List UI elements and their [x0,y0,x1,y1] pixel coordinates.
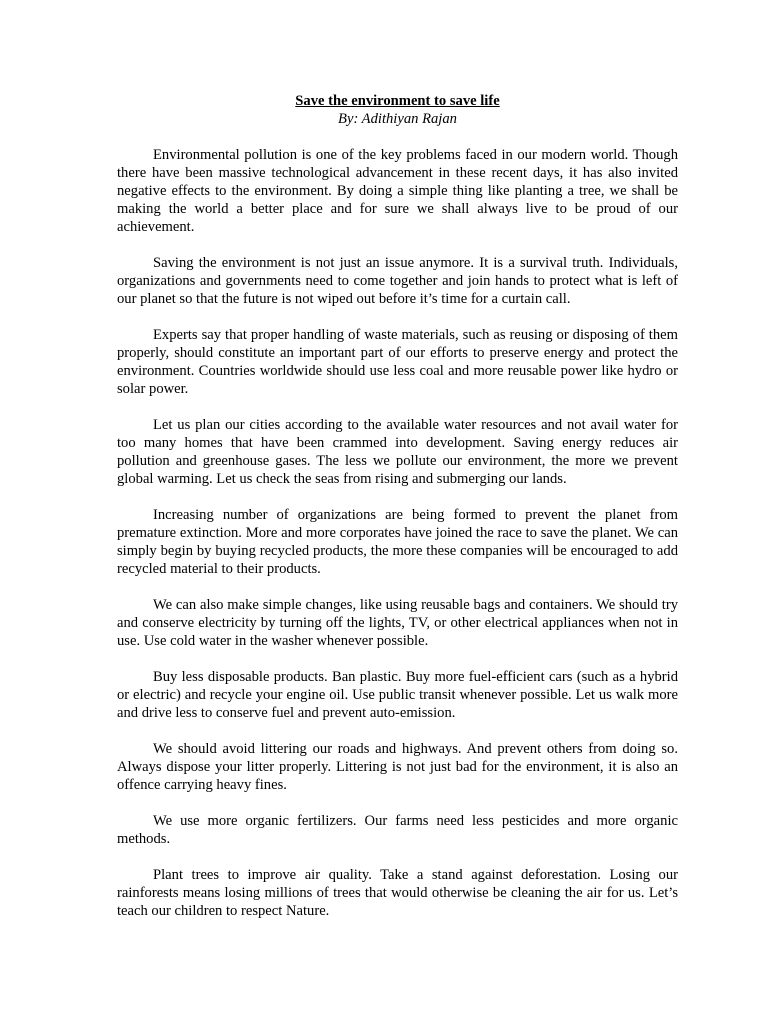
paragraph: We should avoid littering our roads and highways. And prevent others from doing so. Always dispose your litter properly. Littering is not just bad for the environment, it is also an offence carrying heavy fines. [117,741,678,793]
document-title: Save the environment to save life [295,93,500,109]
author-byline: By: Adithiyan Rajan [338,111,457,127]
paragraph: Experts say that proper handling of waste materials, such as reusing or disposing of them properly, should constitute an important part of our efforts to preserve energy and protect the environment. Countries worldwide should use less coal and more reusable power like hydro or solar power. [117,327,678,397]
paragraph: We use more organic fertilizers. Our farms need less pesticides and more organic methods. [117,813,678,847]
paragraph: Environmental pollution is one of the key problems faced in our modern world. Though there have been massive technological advancement in these recent days, it has also invited negative effects to the environment. By doing a simple thing like planting a tree, we shall be making the world a better place and for sure we shall always live to be proud of our achievement. [117,147,678,235]
paragraph: Buy less disposable products. Ban plastic. Buy more fuel-efficient cars (such as a hybrid or electric) and recycle your engine oil. Use public transit whenever possible. Let us walk more and drive less to conserve fuel and prevent auto-emission. [117,669,678,721]
paragraph: We can also make simple changes, like using reusable bags and containers. We should try and conserve electricity by turning off the lights, TV, or other electrical appliances when not in use. Use cold water in the washer whenever possible. [117,597,678,649]
document-page [117,92,678,938]
paragraph: Saving the environment is not just an issue anymore. It is a survival truth. Individuals, organizations and governments need to come together and join hands to protect what is left of our planet so that the future is not wiped out before it’s time for a curtain call. [117,255,678,307]
paragraph: Increasing number of organizations are being formed to prevent the planet from premature extinction. More and more corporates have joined the race to save the planet. We can simply begin by buying recycled products, the more these companies will be encouraged to add recycled material to their products. [117,507,678,577]
paragraph: Plant trees to improve air quality. Take a stand against deforestation. Losing our rainforests means losing millions of trees that would otherwise be cleaning the air for us. Let’s teach our children to respect Nature. [117,867,678,919]
paragraph: Let us plan our cities according to the available water resources and not avail water for too many homes that have been crammed into development. Saving energy reduces air pollution and greenhouse gases. The less we pollute our environment, the more we prevent global warming. Let us check the seas from rising and submerging our lands. [117,417,678,487]
